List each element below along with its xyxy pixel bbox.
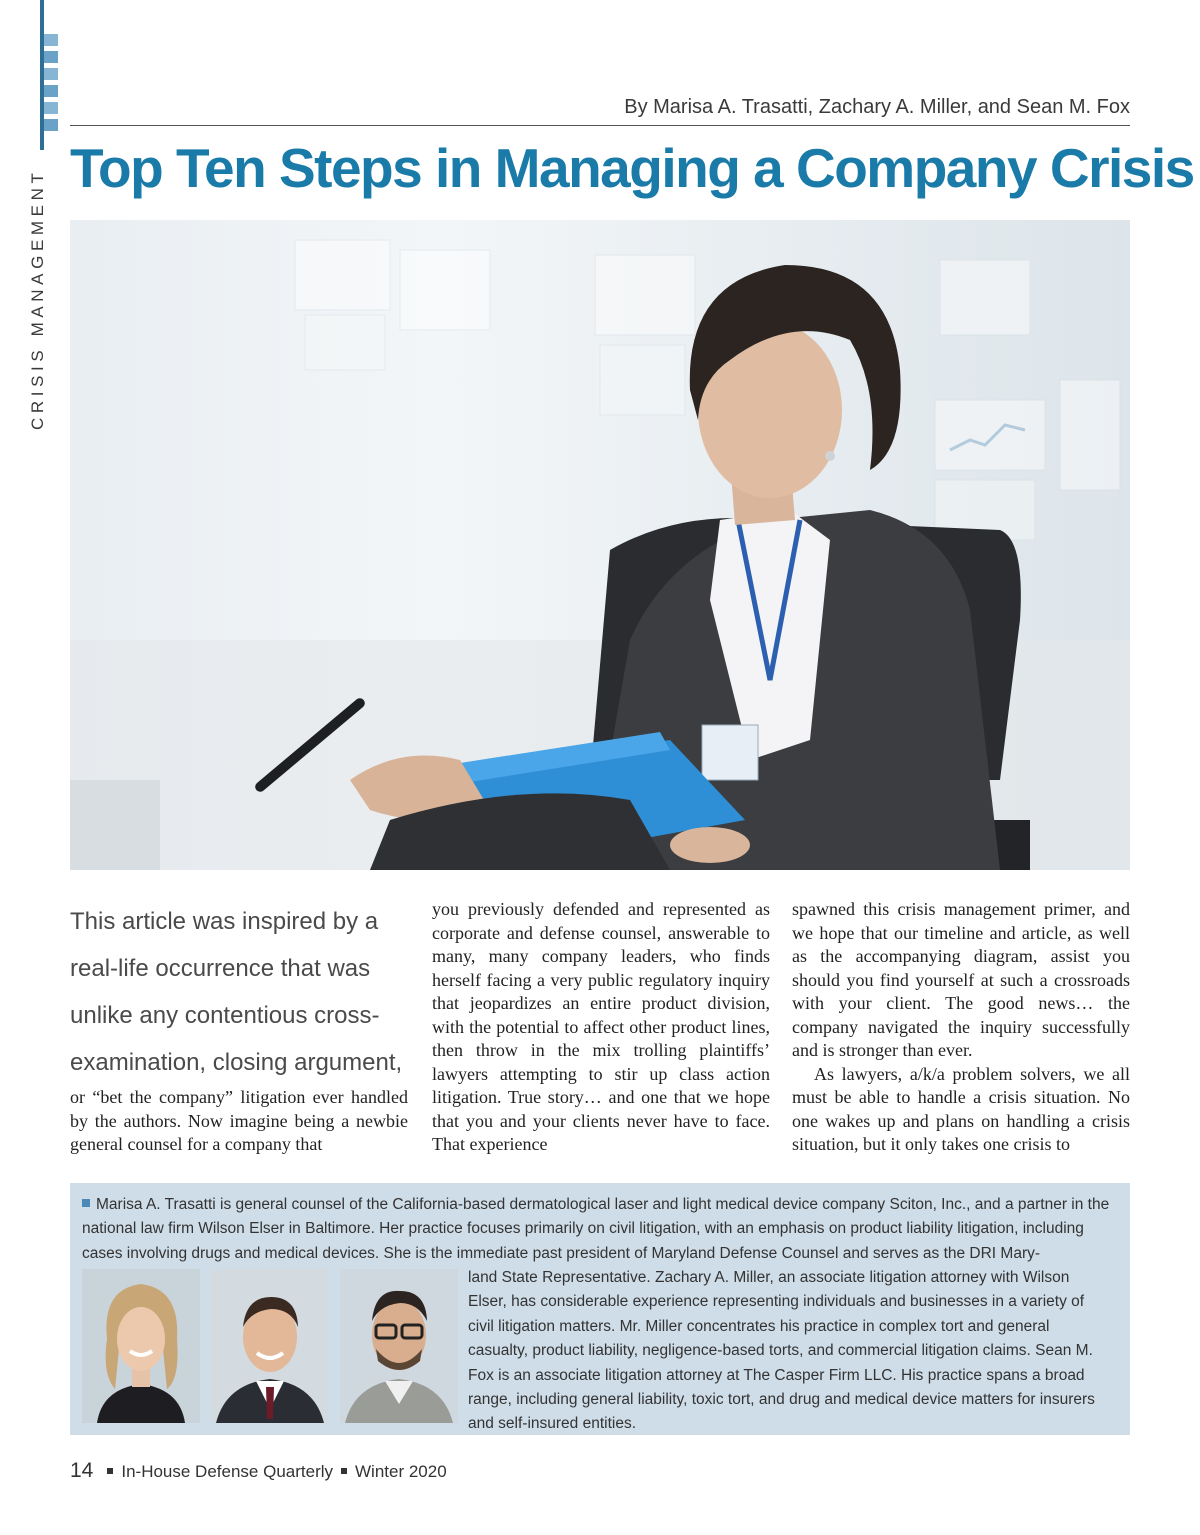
pull-quote: This article was inspired by a real-life occurrence that was unlike any contentious cross-examination, closing argument, (70, 908, 403, 1076)
column-3 (792, 898, 1130, 1157)
article-body (70, 898, 1130, 1160)
header-rule (70, 125, 1130, 126)
column-3-paragraph-2: As lawyers, a/k/a problem solvers, we all must be able to handle a crisis situation. No one wakes up and plans on handling a crisis situation, but it only takes one crisis to (792, 1063, 1130, 1154)
hero-photo (70, 220, 1130, 870)
page-number: 14 (70, 1459, 94, 1482)
byline: By Marisa A. Trasatti, Zachary A. Miller, and Sean M. Fox (624, 96, 1130, 118)
author-bio-box (70, 1183, 1130, 1435)
author-bio-continued: land State Representative. Zachary A. Miller, an associate litigation attorney with Wilson Elser, has considerable experience representing individuals and businesses in a variety of civil litigation matters. Mr. Miller concentrates his practice in complex tort and general casualty, product liability, negligence-based torts, and commercial litigation claims. Sean M. Fox is an associate litigation attorney at The Casper Firm LLC. His practice spans a broad range, including general liability, toxic tort, and drug and medical device matters for insurers and self-insured entities. (468, 1269, 1095, 1433)
bullet-square-icon (82, 1199, 90, 1207)
issue-date: Winter 2020 (355, 1462, 447, 1481)
column-2-text: you previously defended and represented as corporate and defense counsel, answerable to many, many company leaders, who finds herself facing a very public regulatory inquiry that jeopardizes an entire product division, with the potential to affect other product lines, then throw in the mix trolling plaintiffs’ lawyers attempting to stir up class action litigation. True story… and one that we hope that you and your clients never have to face. That experience (432, 899, 770, 1154)
column-1 (70, 898, 408, 1157)
article-title: Top Ten Steps in Managing a Company Crisis (70, 137, 1194, 199)
publication-name: In-House Defense Quarterly (121, 1462, 334, 1481)
separator-dot-icon (107, 1468, 113, 1474)
column-2 (432, 898, 770, 1157)
headshot-trasatti (82, 1269, 200, 1423)
separator-dot-icon (341, 1468, 347, 1474)
headshot-miller (211, 1269, 329, 1423)
column-3-paragraph-1: spawned this crisis management primer, and we hope that our timeline and article, as well as the accompanying diagram, assist you should you find yourself at such a crossroads with your client. The good news… the company navigated the inquiry successfully and is stronger than ever. (792, 899, 1130, 1060)
bio-text-part-1: Marisa A. Trasatti is general counsel of the California-based dermatological laser and light medical device company Sciton, Inc., and a partner in the national law firm Wilson Elser in Baltimore. Her practice focuses primarily on civil litigation, with an emphasis on product liability litigation, including cases involving drugs and medical devices. She is the immediate past president of Maryland Defense Counsel and serves as the DRI Mary- (82, 1196, 1110, 1262)
section-label: CRISIS MANAGEMENT (28, 168, 47, 430)
author-bio-intro (82, 1193, 1112, 1266)
page-footer (70, 1459, 447, 1483)
side-accent-squares (44, 34, 58, 136)
headshot-fox (340, 1269, 458, 1423)
column-1-text: or “bet the company” litigation ever handled by the authors. Now imagine being a newbie general counsel for a company that (70, 1087, 408, 1154)
